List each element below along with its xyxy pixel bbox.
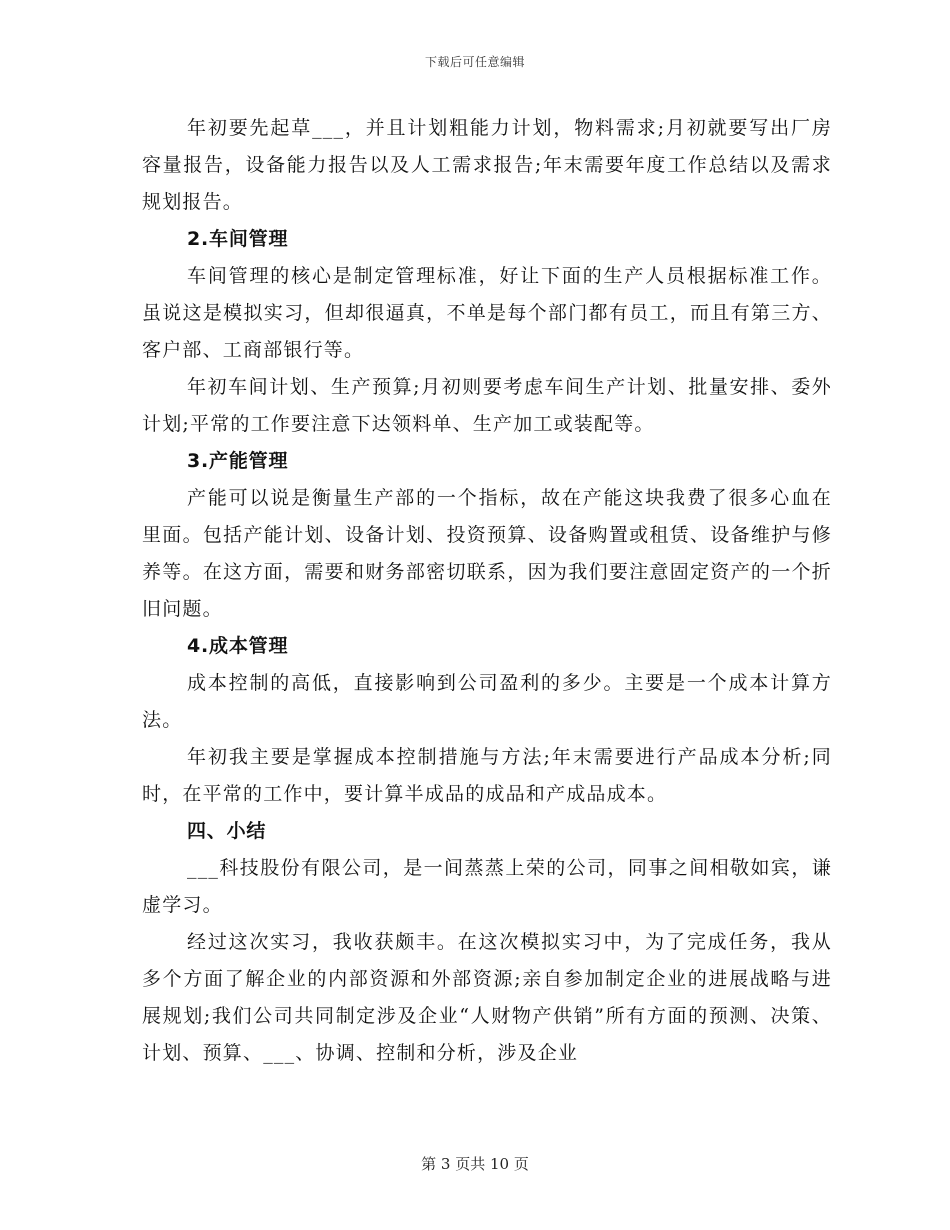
page-footer: 第 3 页共 10 页	[421, 1155, 529, 1173]
section-heading-cost: 4.成本管理	[187, 635, 289, 657]
page-header: 下载后可任意编辑	[424, 55, 525, 69]
section-heading-summary: 四、小结	[187, 820, 267, 842]
paragraph-company: ___科技股份有限公司，是一间蒸蒸上荣的公司，同事之间相敬如宾，谦虚学习。	[142, 857, 832, 916]
paragraph-workshop-plan: 年初车间计划、生产预算;月初则要考虑车间生产计划、批量安排、委外计划;平常的工作要注意下达领料单、生产加工或装配等。	[142, 376, 832, 435]
paragraph-experience: 经过这次实习，我收获颇丰。在这次模拟实习中，为了完成任务，我从多个方面了解企业的内部资源和外部资源;亲自参加制定企业的进展战略与进展规划;我们公司共同制定涉及企业“人财物产供销”所有方面的预测、决策、计划、预算、___、协调、控制和分析，涉及企业	[142, 931, 832, 1064]
paragraph-cost-control: 成本控制的高低，直接影响到公司盈利的多少。主要是一个成本计算方法。	[142, 672, 832, 731]
section-heading-workshop: 2.车间管理	[187, 228, 289, 250]
section-heading-capacity: 3.产能管理	[187, 450, 289, 472]
document-body	[142, 110, 832, 1072]
paragraph-plan: 年初要先起草___，并且计划粗能力计划，物料需求;月初就要写出厂房容量报告，设备能力报告以及人工需求报告;年末需要年度工作总结以及需求规划报告。	[142, 117, 832, 213]
paragraph-capacity: 产能可以说是衡量生产部的一个指标，故在产能这块我费了很多心血在里面。包括产能计划、设备计划、投资预算、设备购置或租赁、设备维护与修养等。在这方面，需要和财务部密切联系，因为我们要注意固定资产的一个折旧问题。	[142, 487, 832, 620]
paragraph-cost-analysis: 年初我主要是掌握成本控制措施与方法;年末需要进行产品成本分析;同时，在平常的工作中，要计算半成品的成品和产成品成本。	[142, 746, 832, 805]
paragraph-workshop-core: 车间管理的核心是制定管理标准，好让下面的生产人员根据标准工作。虽说这是模拟实习，但却很逼真，不单是每个部门都有员工，而且有第三方、客户部、工商部银行等。	[142, 265, 832, 361]
